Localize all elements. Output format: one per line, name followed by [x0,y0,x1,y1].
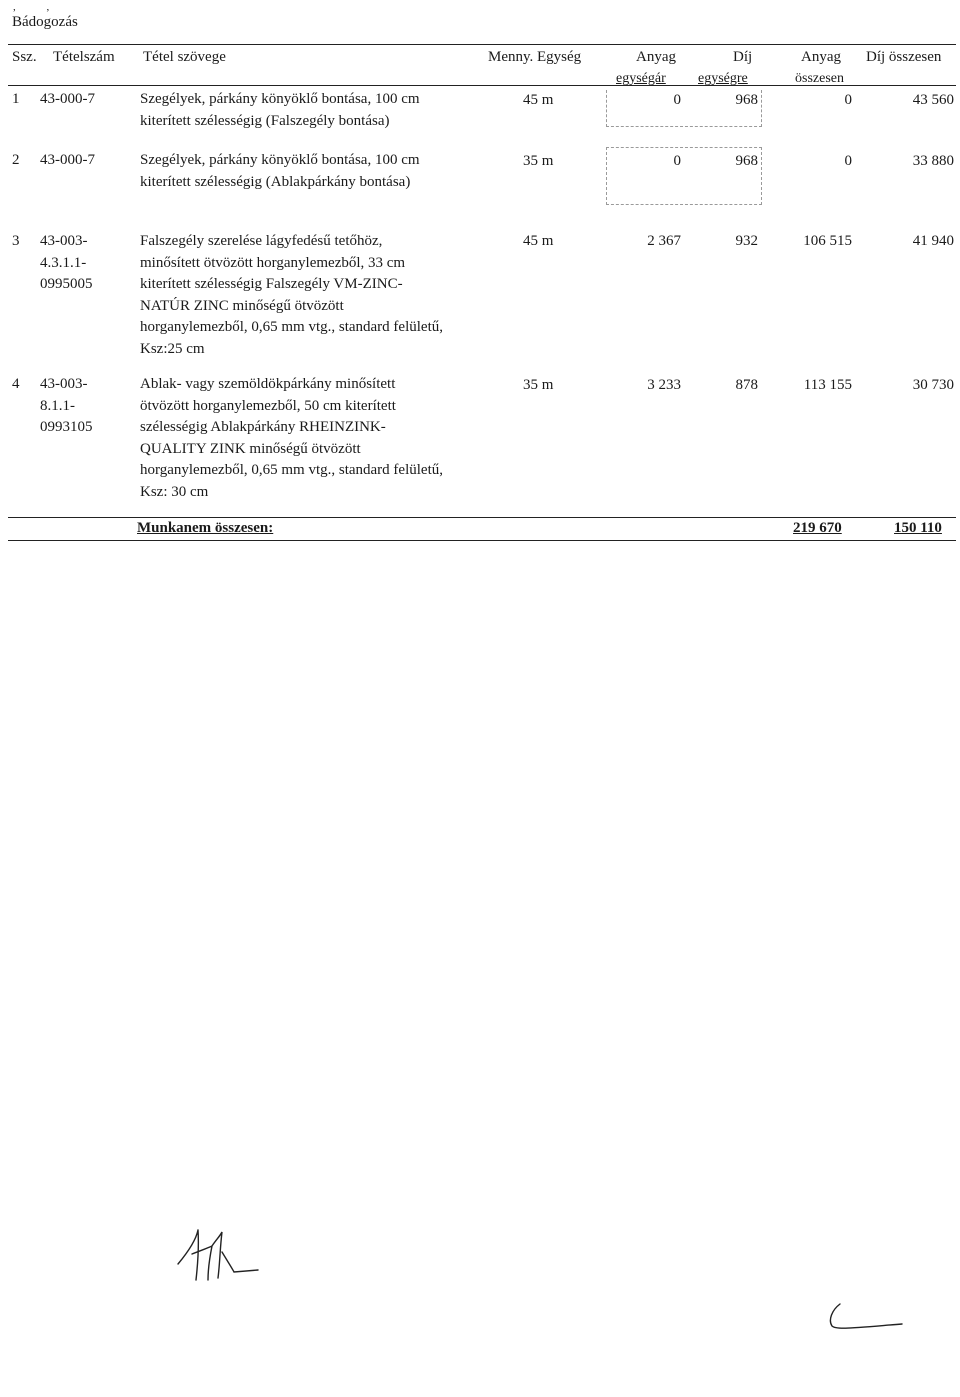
row-text-line: Ksz:25 cm [140,340,205,357]
row-ssz: 3 [12,233,20,249]
col-header-dij: Díj [733,49,753,65]
row-dij-osszesen: 30 730 [912,377,954,393]
row-text-line: Szegélyek, párkány könyöklő bontása, 100 cm [140,91,420,107]
row-dij-osszesen: 41 940 [912,233,954,249]
row-dij-osszesen: 43 560 [912,92,954,108]
row-quantity: 35 m [523,153,554,169]
row-dij-osszesen: 33 880 [912,153,954,169]
row-text-line: minősített ötvözött horganylemezből, 33 cm [140,254,406,271]
row-anyag-osszesen: 113 155 [803,377,852,393]
col-header-anyag-egysegar: egységár [616,71,666,86]
signature-right [822,1298,932,1338]
row-text-line: QUALITY ZINK minőségű ötvözött [140,440,361,457]
row-dij-egysegre: 968 [735,92,758,108]
row-text-line: ötvözött horganylemezből, 50 cm kiterített [140,397,396,414]
totals-anyag-osszesen: 219 670 [793,520,842,536]
row-text-line: szélességig Ablakpárkány RHEINZINK- [140,419,386,435]
row-anyag-osszesen: 0 [844,153,852,169]
row-quantity: 45 m [523,233,554,249]
row-anyag-egysegar: 0 [673,92,681,108]
totals-label: Munkanem összesen: [137,520,274,536]
row-code-line: 0993105 [40,419,93,435]
header-top-rule [8,44,956,45]
col-header-tetelszam: Tételszám [53,49,115,65]
row-dij-egysegre: 932 [735,233,758,249]
row-code-line: 43-000-7 [40,152,95,168]
row-text-line: kiterített szélességig (Falszegély bontása) [140,112,390,129]
col-header-tetel-szovege: Tétel szövege [143,49,226,65]
row-ssz: 4 [12,376,20,392]
row-code-line: 8.1.1- [40,397,75,414]
totals-dij-osszesen: 150 110 [894,520,942,536]
row-anyag-egysegar: 0 [673,153,681,169]
row-text-line: Ksz: 30 cm [140,483,209,500]
col-header-ssz: Ssz. [12,49,37,65]
row-text-line: horganylemezből, 0,65 mm vtg., standard felületű, [140,319,443,335]
col-header-anyag-osszesen: Anyag [801,49,841,65]
row-code-line: 43-003- [40,376,88,392]
row-ssz: 2 [12,152,20,168]
row-anyag-osszesen: 106 515 [803,233,852,249]
row-text-line: Falszegély szerelése lágyfedésű tetőhöz, [140,233,383,249]
row-code-line: 43-000-7 [40,91,95,107]
row-code-line: 0995005 [40,276,93,292]
row-text-line: Ablak- vagy szemöldökpárkány minősített [140,376,396,392]
col-header-dij-egysegre: egységre [698,71,748,86]
row-code-line: 4.3.1.1- [40,254,87,271]
row-text-line: horganylemezből, 0,65 mm vtg., standard felületű, [140,462,443,478]
row-anyag-egysegar: 3 233 [647,377,681,393]
col-header-menny-egyseg: Menny. Egység [488,49,582,65]
row-ssz: 1 [12,91,20,107]
row-dij-egysegre: 968 [735,153,758,169]
totals-top-rule [8,517,956,518]
row-quantity: 35 m [523,377,554,393]
section-title: Bádogozás [12,14,78,30]
row-anyag-osszesen: 0 [844,92,852,108]
corner-marks: , , [13,1,64,13]
header-bottom-rule [8,85,956,86]
col-header-anyag: Anyag [636,49,676,65]
row-text-line: kiterített szélességig Falszegély VM-ZINC- [140,276,403,292]
row-text-line: NATÚR ZINC minőségű ötvözött [140,297,344,314]
row-anyag-egysegar: 2 367 [647,233,681,249]
totals-bottom-rule [8,540,956,541]
col-header-dij-osszesen: Díj összesen [866,49,942,65]
row-text-line: Szegélyek, párkány könyöklő bontása, 100 cm [140,152,420,168]
col-header-anyag-osszesen-2: összesen [795,71,844,86]
row-text-line: kiterített szélességig (Ablakpárkány bontása) [140,173,411,190]
row-dij-egysegre: 878 [735,377,758,393]
row-code-line: 43-003- [40,233,88,249]
signature-left [168,1222,268,1292]
row-quantity: 45 m [523,92,554,108]
